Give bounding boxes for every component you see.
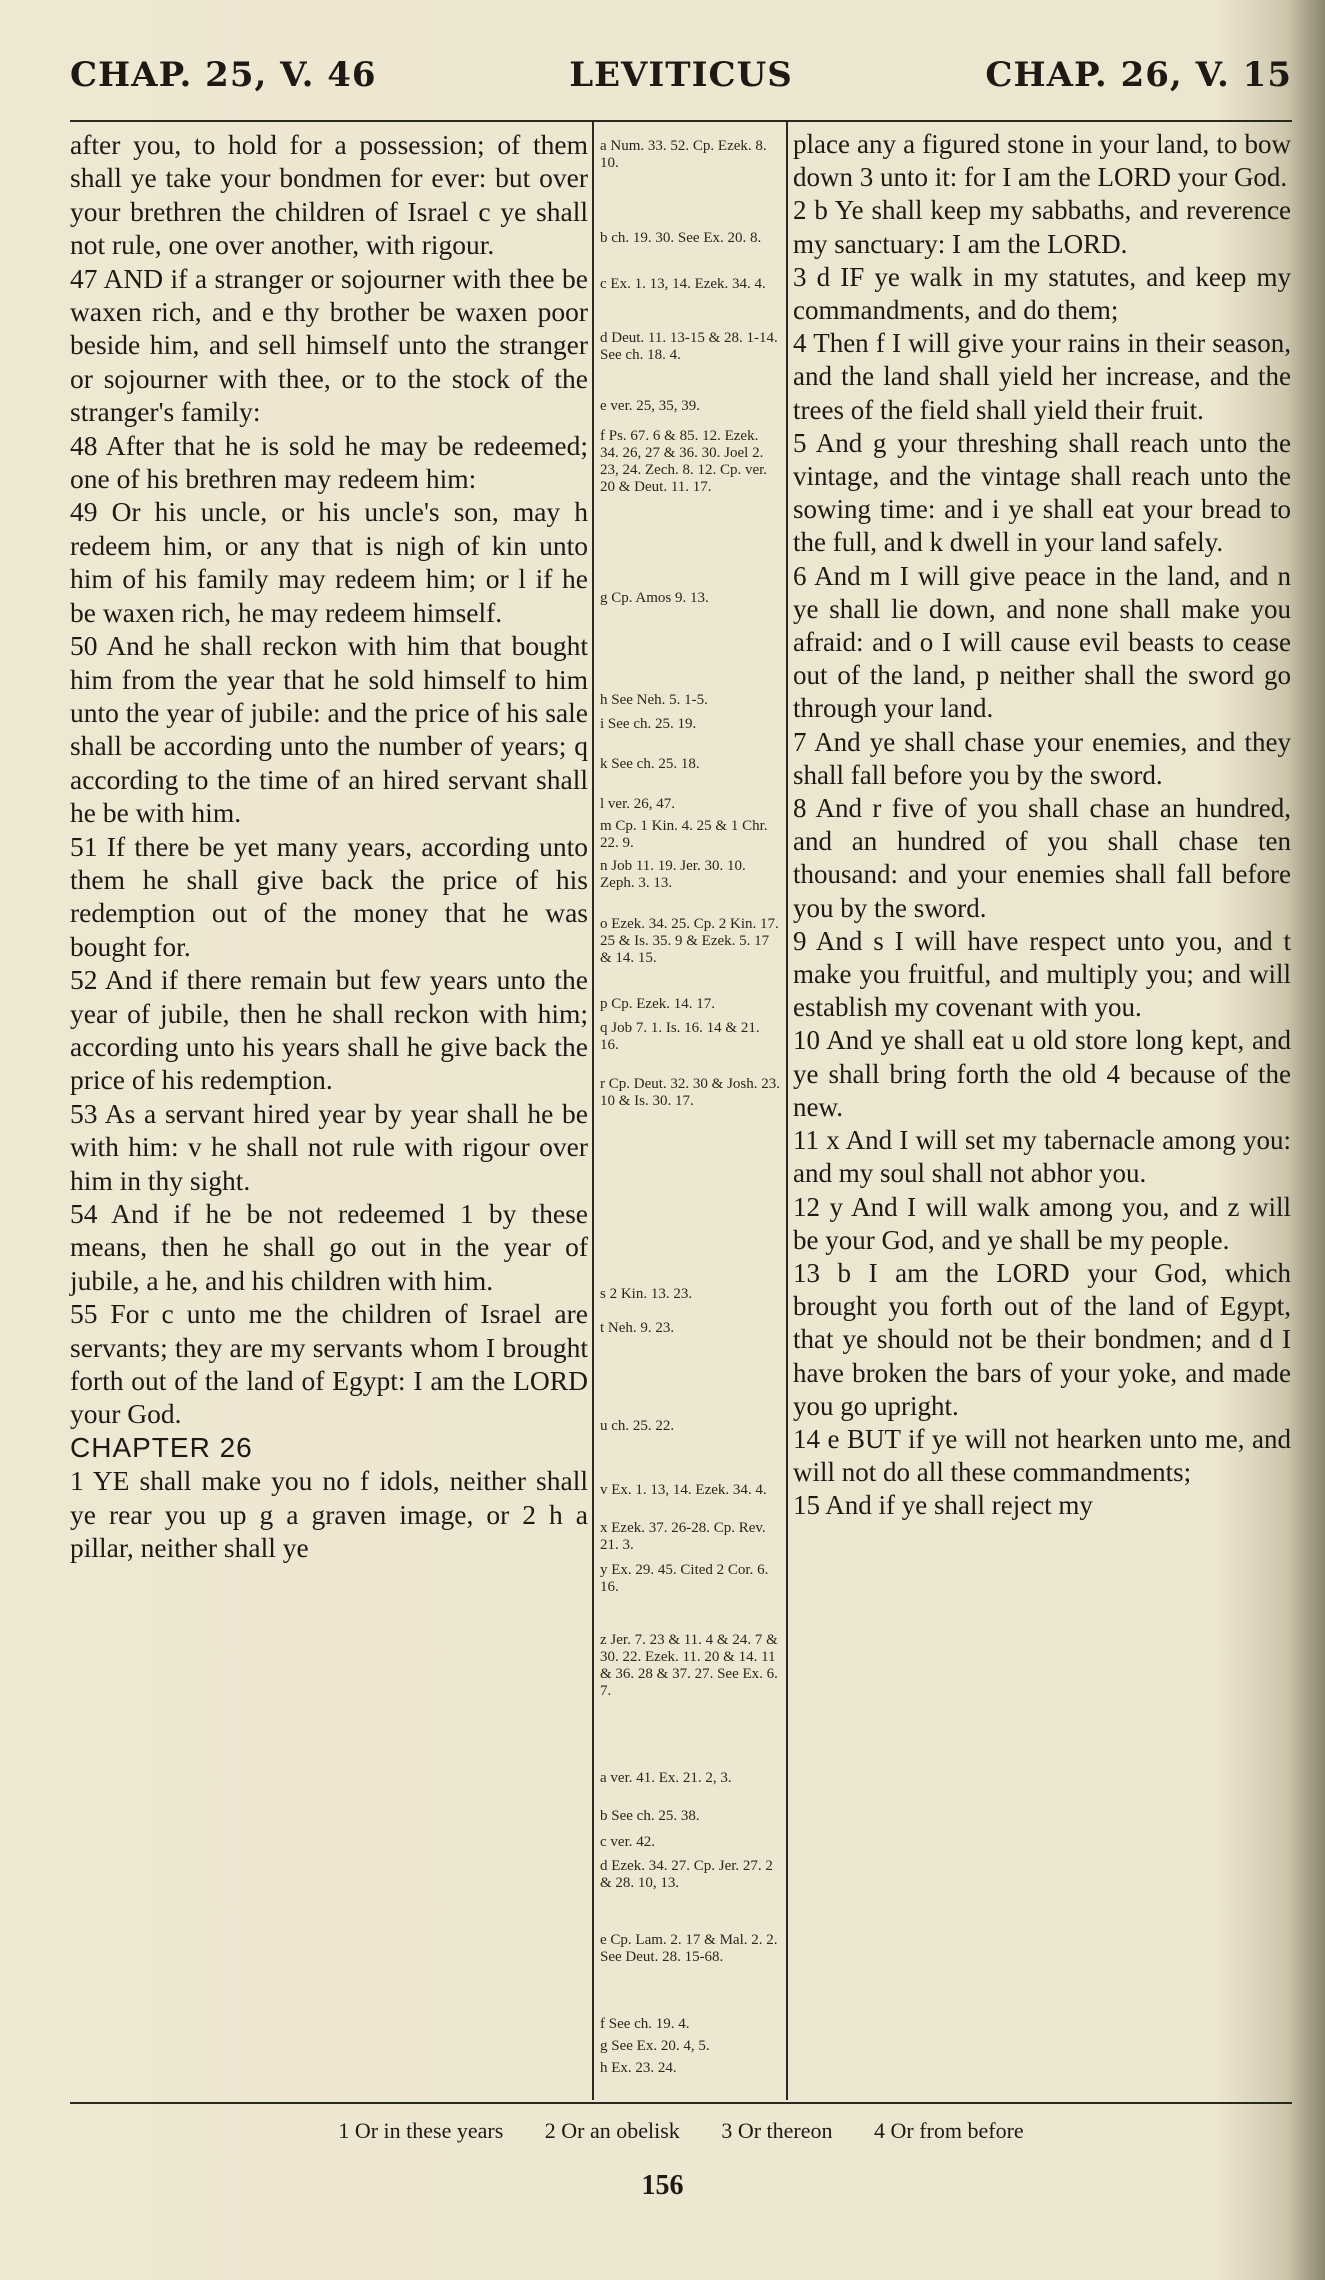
- margin-note: h See Neh. 5. 1-5.: [600, 692, 708, 708]
- margin-note: s 2 Kin. 13. 23.: [600, 1286, 693, 1302]
- margin-note: a Num. 33. 52. Cp. Ezek. 8. 10.: [600, 138, 767, 171]
- verse-paragraph: 48 After that he is sold he may be redeemed; one of his brethren may redeem him:: [70, 429, 588, 495]
- margin-note: g Cp. Amos 9. 13.: [600, 590, 709, 606]
- verse-paragraph: place any a figured stone in your land, to bow down 3 unto it: for I am the LORD your God.: [793, 129, 1291, 193]
- footnote: 3 Or thereon: [721, 2118, 833, 2143]
- verse-paragraph: 54 And if he be not redeemed 1 by these means, then he shall go out in the year of jubile, a he, and his children with him.: [70, 1198, 588, 1296]
- verse-paragraph: 52 And if there remain but few years unto the year of jubile, then he shall reckon with him; according unto his years shall he give back the price of his redemption.: [70, 964, 588, 1096]
- verse-paragraph: 50 And he shall reckon with him that bought him from the year that he sold himself to him unto the year of jubile: and the price of his sale shall be according unto the number of years; q according to the time of an hired servant shall he be with him.: [70, 630, 588, 829]
- verse-paragraph: 53 As a servant hired year by year shall he be with him: v he shall not rule with rigour over him in thy sight.: [70, 1097, 588, 1196]
- column-divider-right: [786, 122, 788, 2100]
- verse-paragraph: 6 And m I will give peace in the land, and n ye shall lie down, and none shall make you afraid: and o I will cause evil beasts to cease out of the land, p neither shall the sword go through your land.: [793, 560, 1291, 724]
- verse-paragraph: 49 Or his uncle, or his uncle's son, may h redeem him, or any that is nigh of kin unto him of his family may redeem him; or l if he be waxen rich, he may redeem himself.: [70, 496, 588, 628]
- footnote: 2 Or an obelisk: [544, 2118, 680, 2143]
- margin-note: o Ezek. 34. 25. Cp. 2 Kin. 17. 25 & Is. 35. 9 & Ezek. 5. 17 & 14. 15.: [600, 916, 779, 966]
- margin-note: b See ch. 25. 38.: [600, 1808, 700, 1824]
- margin-note: r Cp. Deut. 32. 30 & Josh. 23. 10 & Is. 30. 17.: [600, 1076, 780, 1109]
- margin-note: h Ex. 23. 24.: [600, 2060, 677, 2076]
- verse-paragraph: 11 x And I will set my tabernacle among you: and my soul shall not abhor you.: [793, 1125, 1291, 1189]
- verse-paragraph: 51 If there be yet many years, according unto them he shall give back the price of his redemption out of the money that he was bought for.: [70, 830, 588, 962]
- margin-note: z Jer. 7. 23 & 11. 4 & 24. 7 & 30. 22. Ezek. 11. 20 & 14. 11 & 36. 28 & 37. 27. See Ex. 6. 7.: [600, 1632, 778, 1699]
- verse-paragraph: 2 b Ye shall keep my sabbaths, and reverence my sanctuary: I am the LORD.: [793, 195, 1291, 259]
- margin-note: x Ezek. 37. 26-28. Cp. Rev. 21. 3.: [600, 1520, 766, 1553]
- margin-note: m Cp. 1 Kin. 4. 25 & 1 Chr. 22. 9.: [600, 818, 768, 851]
- verse-paragraph: after you, to hold for a possession; of them shall ye take your bondmen for ever: but over your brethren the children of Israel c ye shall not rule, one over another, with rigour.: [70, 129, 588, 261]
- verse-paragraph: 15 And if ye shall reject my: [793, 1490, 1093, 1521]
- margin-note: d Deut. 11. 13-15 & 28. 1-14. See ch. 18. 4.: [600, 330, 778, 363]
- margin-note: l ver. 26, 47.: [600, 796, 675, 812]
- margin-note: c ver. 42.: [600, 1834, 655, 1850]
- margin-note: t Neh. 9. 23.: [600, 1320, 675, 1336]
- margin-note: q Job 7. 1. Is. 16. 14 & 21. 16.: [600, 1020, 760, 1053]
- footnote: 1 Or in these years: [338, 2118, 504, 2143]
- margin-note: k See ch. 25. 18.: [600, 756, 700, 772]
- left-text-column: [70, 128, 588, 1564]
- margin-note: e Cp. Lam. 2. 17 & Mal. 2. 2. See Deut. 28. 15-68.: [600, 1932, 778, 1965]
- margin-note: d Ezek. 34. 27. Cp. Jer. 27. 2 & 28. 10, 13.: [600, 1858, 773, 1891]
- footnote: 4 Or from before: [874, 2118, 1024, 2143]
- header-book-title: LEVITICUS: [569, 55, 793, 95]
- verse-paragraph: 13 b I am the LORD your God, which brought you forth out of the land of Egypt, that ye should not be their bondmen; and d I have broken the bars of your yoke, and made you go upright.: [793, 1257, 1291, 1421]
- margin-note: v Ex. 1. 13, 14. Ezek. 34. 4.: [600, 1482, 767, 1498]
- verse-paragraph: 12 y And I will walk among you, and z will be your God, and ye shall be my people.: [793, 1191, 1291, 1255]
- margin-note: f See ch. 19. 4.: [600, 2016, 690, 2032]
- verse-paragraph: 8 And r five of you shall chase an hundred, and an hundred of you shall chase ten thousand: and your enemies shall fall before you by the sword.: [793, 793, 1291, 923]
- chapter-heading: CHAPTER 26: [70, 1431, 253, 1463]
- margin-note: y Ex. 29. 45. Cited 2 Cor. 6. 16.: [600, 1562, 769, 1595]
- header-left-reference: CHAP. 25, V. 46: [70, 55, 377, 95]
- footnote-rule: [70, 2102, 1292, 2104]
- margin-note: p Cp. Ezek. 14. 17.: [600, 996, 715, 1012]
- margin-note: n Job 11. 19. Jer. 30. 10. Zeph. 3. 13.: [600, 858, 746, 891]
- verse-paragraph: 7 And ye shall chase your enemies, and they shall fall before you by the sword.: [793, 726, 1291, 790]
- page-number: 156: [641, 2170, 684, 2201]
- margin-references: [600, 0, 780, 2280]
- verse-paragraph: 47 AND if a stranger or sojourner with thee be waxen rich, and e thy brother be waxen poor beside him, and sell himself unto the stranger or sojourner with thee, or to the stock of the stranger's family:: [70, 262, 588, 428]
- header-right-reference: CHAP. 26, V. 15: [985, 55, 1292, 95]
- margin-note: a ver. 41. Ex. 21. 2, 3.: [600, 1770, 732, 1786]
- column-divider-left: [592, 122, 594, 2100]
- verse-paragraph: 10 And ye shall eat u old store long kept, and ye shall bring forth the old 4 because of the new.: [793, 1025, 1291, 1122]
- verse-paragraph: 4 Then f I will give your rains in their season, and the land shall yield her increase, and the trees of the field shall yield their fruit.: [793, 328, 1291, 425]
- verse-paragraph: 5 And g your threshing shall reach unto the vintage, and the vintage shall reach unto the sowing time: and i ye shall eat your bread to the full, and k dwell in your land safely.: [793, 427, 1291, 558]
- verse-paragraph: 14 e BUT if ye will not hearken unto me, and will not do all these commandments;: [793, 1423, 1291, 1488]
- verse-paragraph: 55 For c unto me the children of Israel are servants; they are my servants whom I brought forth out of the land of Egypt: I am the LORD your God.: [70, 1298, 588, 1430]
- verse-paragraph: 3 d IF ye walk in my statutes, and keep my commandments, and do them;: [793, 261, 1291, 326]
- margin-note: c Ex. 1. 13, 14. Ezek. 34. 4.: [600, 276, 766, 292]
- margin-note: i See ch. 25. 19.: [600, 716, 697, 732]
- margin-note: e ver. 25, 35, 39.: [600, 398, 700, 414]
- footnotes: [70, 2118, 1292, 2144]
- margin-note: u ch. 25. 22.: [600, 1418, 675, 1434]
- verse-paragraph: 1 YE shall make you no f idols, neither shall ye rear you up g a graven image, or 2 h a pillar, neither shall ye: [70, 1465, 588, 1564]
- margin-note: b ch. 19. 30. See Ex. 20. 8.: [600, 230, 762, 246]
- verse-paragraph: 9 And s I will have respect unto you, and t make you fruitful, and multiply you; and will establish my covenant with you.: [793, 925, 1291, 1023]
- margin-note: g See Ex. 20. 4, 5.: [600, 2038, 710, 2054]
- margin-note: f Ps. 67. 6 & 85. 12. Ezek. 34. 26, 27 & 36. 30. Joel 2. 23, 24. Zech. 8. 12. Cp. ver. 20 & Deut. 11. 17.: [600, 428, 768, 495]
- right-text-column: [793, 128, 1291, 1523]
